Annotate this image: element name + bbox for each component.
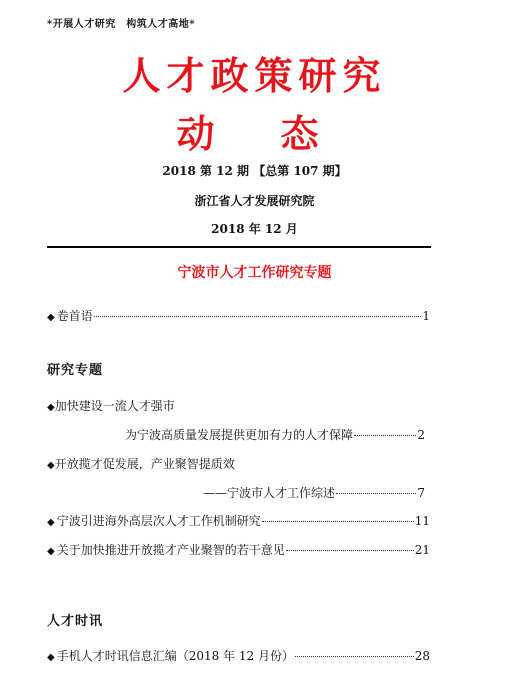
diamond-bullet-icon: ◆ (47, 652, 55, 663)
dot-leader (354, 435, 416, 436)
toc-entry-sublabel: ——宁波市人才工作综述 (203, 486, 336, 500)
dot-leader (262, 521, 414, 522)
issue-date: 2018 年 12 月 (211, 222, 298, 236)
toc-entry-heading[interactable] (47, 455, 235, 472)
dot-leader (295, 656, 414, 657)
diamond-bullet-icon: ◆ (47, 402, 55, 413)
toc-entry-subtitle[interactable] (203, 484, 425, 501)
toc-entry-label: 开放揽才促发展，产业聚智提质效 (54, 457, 235, 471)
toc-page-number: 1 (422, 309, 430, 323)
toc-entry-label: 关于加快推进开放揽才产业聚智的若干意见 (56, 543, 285, 557)
toc-entry-subtitle[interactable] (125, 426, 425, 443)
section-heading-research: 研究专题 (47, 363, 104, 378)
diamond-bullet-icon: ◆ (47, 517, 55, 528)
toc-entry-preface[interactable] (47, 307, 430, 324)
diamond-bullet-icon: ◆ (47, 460, 55, 471)
masthead-title-line2: 动 态 (176, 111, 333, 156)
diamond-bullet-icon: ◆ (47, 546, 55, 557)
toc-page-number: 7 (417, 486, 425, 500)
header-divider (47, 246, 431, 248)
toc-entry[interactable] (47, 512, 430, 529)
toc-entry-heading[interactable] (47, 397, 175, 414)
toc-page-number: 11 (414, 514, 430, 528)
toc-page-number: 2 (417, 428, 425, 442)
toc-entry[interactable] (47, 541, 430, 558)
dot-leader (286, 550, 414, 551)
toc-entry-sublabel: 为宁波高质量发展提供更加有力的人才保障 (125, 428, 354, 442)
diamond-bullet-icon: ◆ (47, 312, 55, 323)
dot-leader (94, 316, 422, 317)
toc-entry-news[interactable] (47, 647, 430, 664)
section-heading-news: 人才时讯 (47, 614, 104, 629)
toc-entry-label: 加快建设一流人才强市 (54, 399, 175, 413)
slogan: *开展人才研究 构筑人才高地* (47, 19, 195, 30)
special-topic-title: 宁波市人才工作研究专题 (177, 265, 332, 281)
toc-page-number: 21 (414, 543, 430, 557)
toc-entry-label: 宁波引进海外高层次人才工作机制研究 (56, 514, 261, 528)
dot-leader (336, 493, 416, 494)
toc-entry-label: 卷首语 (56, 309, 93, 323)
masthead-title-line1: 人才政策研究 (122, 53, 387, 98)
toc-entry-label: 手机人才时讯信息汇编（2018 年 12 月份） (56, 649, 294, 663)
issue-number: 2018 第 12 期 【总第 107 期】 (162, 164, 347, 178)
institute-name: 浙江省人才发展研究院 (194, 194, 315, 208)
toc-page-number: 28 (414, 649, 430, 663)
